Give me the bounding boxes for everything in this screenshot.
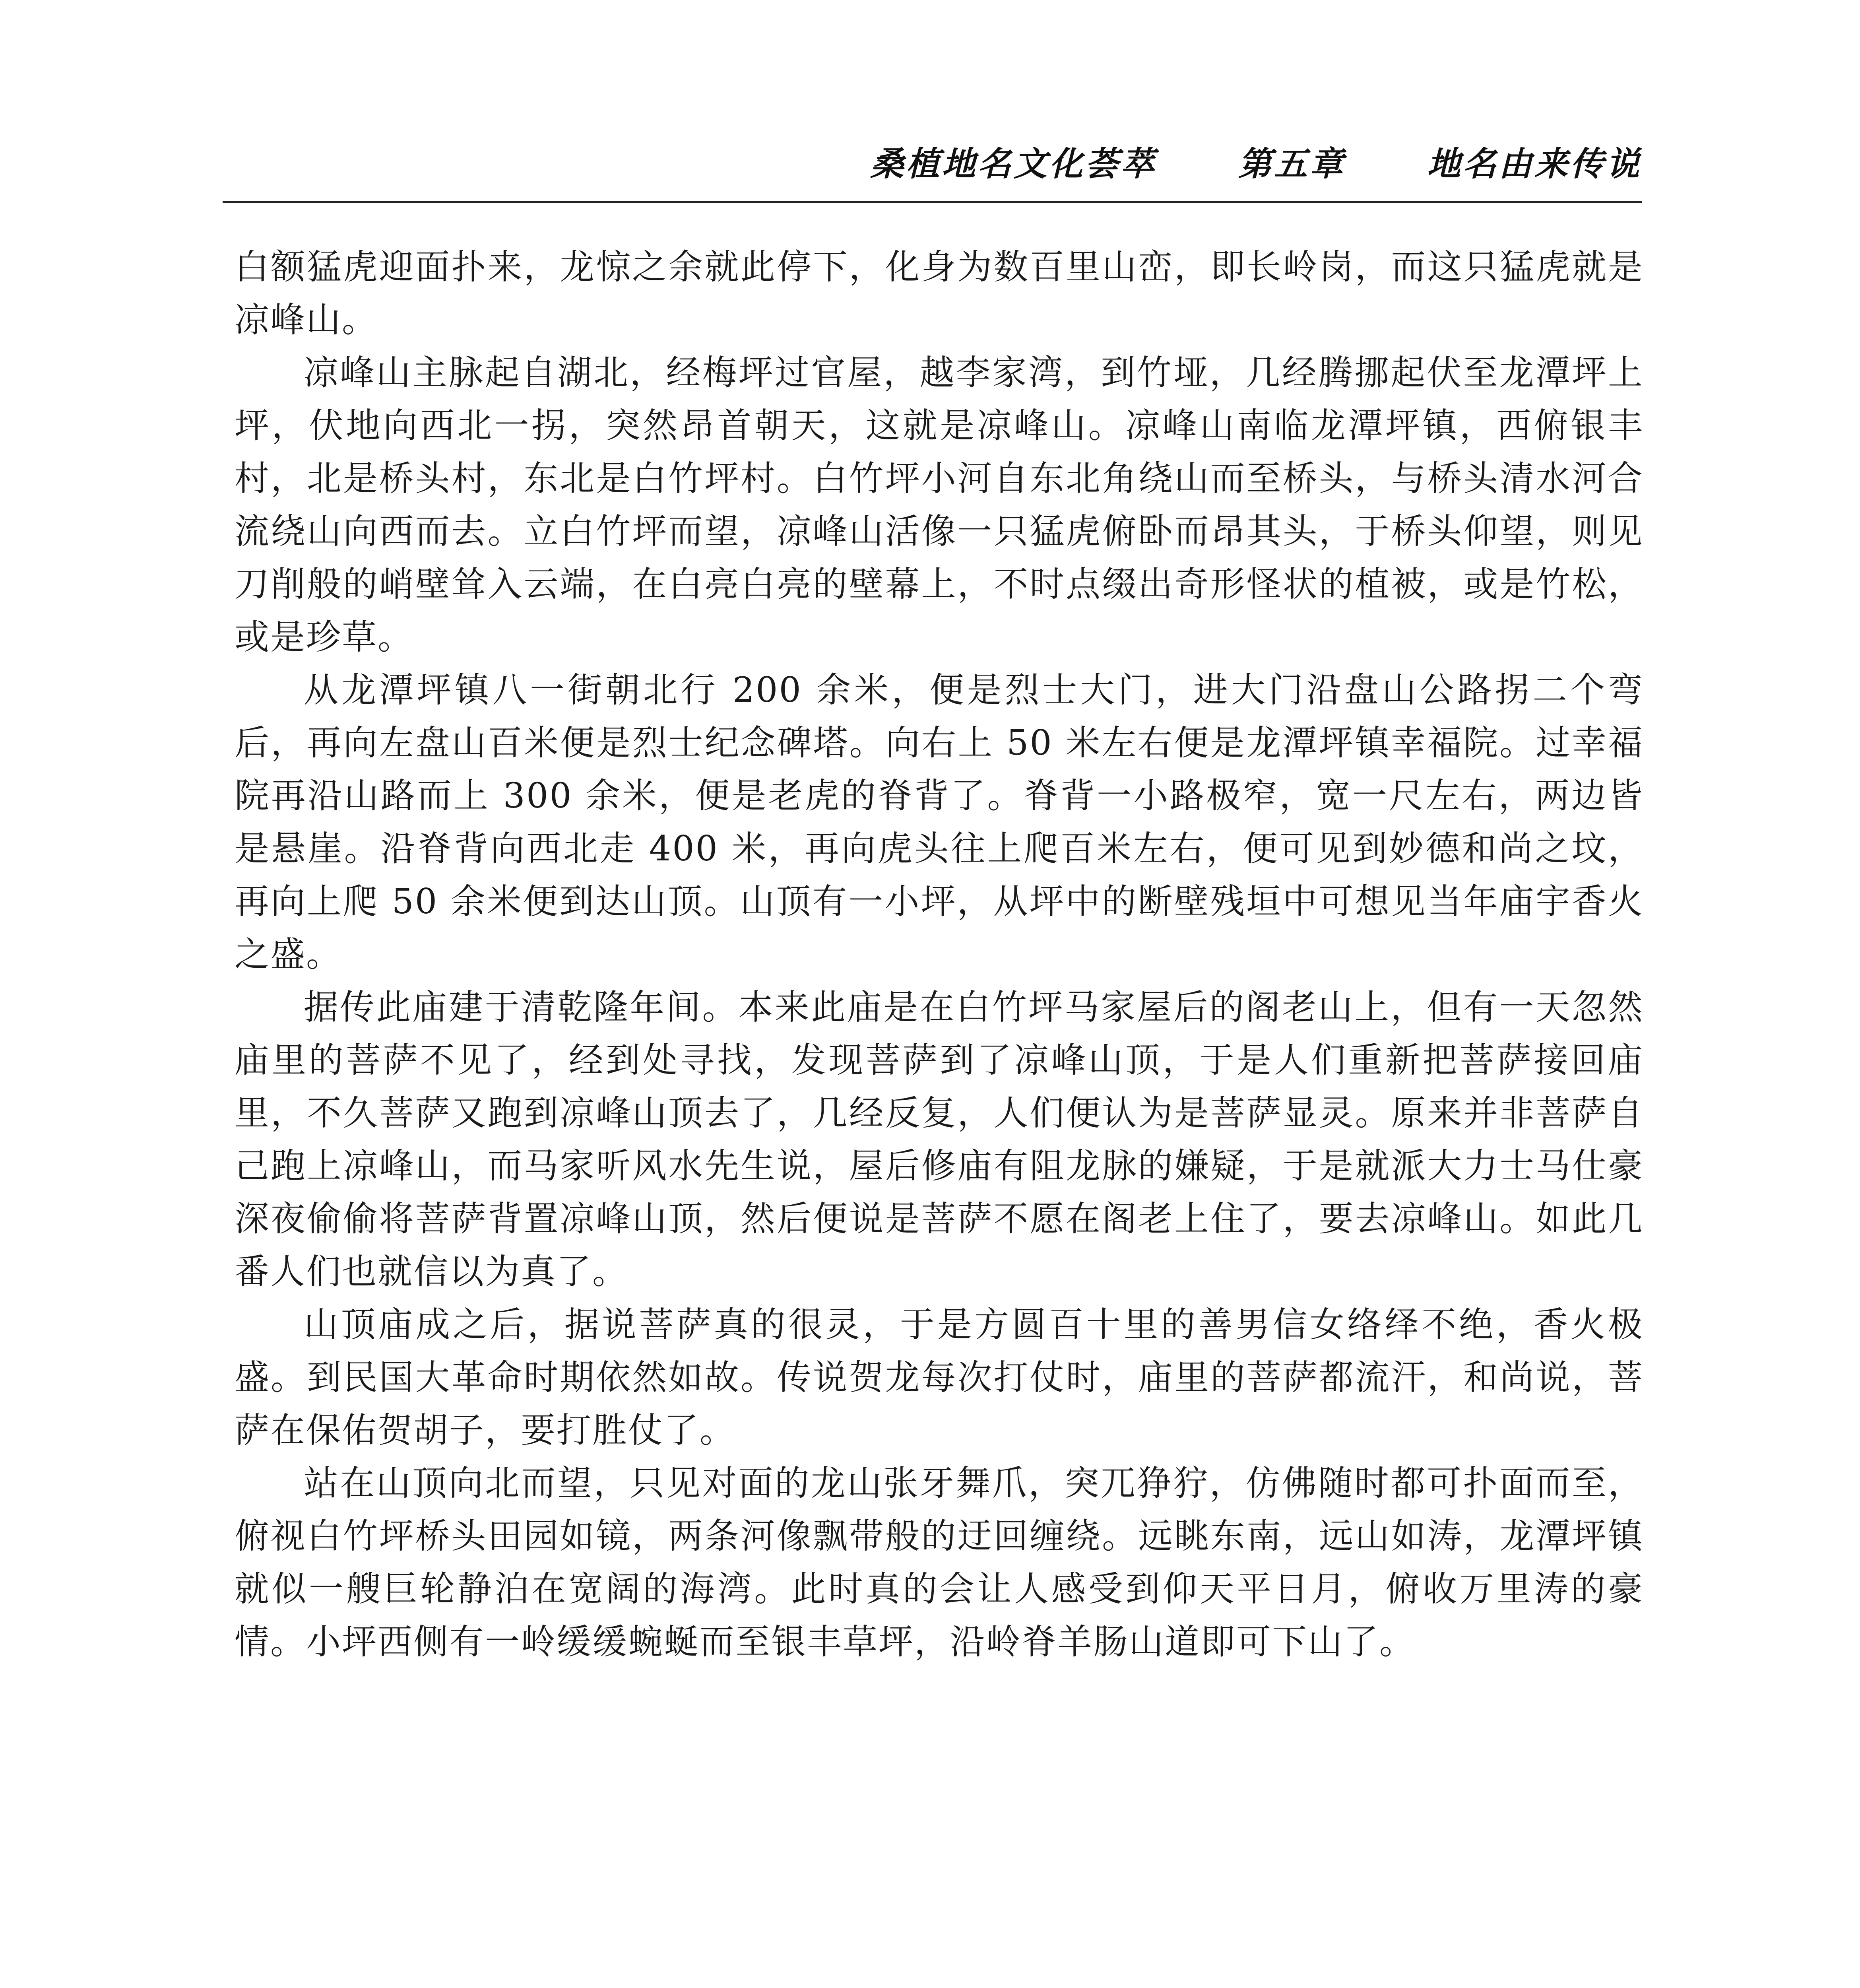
paragraph: 凉峰山主脉起自湖北，经梅坪过官屋，越李家湾，到竹垭，几经腾挪起伏至龙潭坪上坪，伏地向西北一拐，突然昂首朝天，这就是凉峰山。凉峰山南临龙潭坪镇，西俯银丰村，北是桥头村，东北是白竹坪村。白竹坪小河自东北角绕山而至桥头，与桥头清水河合流绕山向西而去。立白竹坪而望，凉峰山活像一只猛虎俯卧而昂其头，于桥头仰望，则见刀削般的峭壁耸入云端，在白亮白亮的壁幕上，不时点缀出奇形怪状的植被，或是竹松，或是珍草。 [235, 352, 1644, 657]
header-divider [223, 201, 1642, 203]
body-text [235, 241, 1644, 1668]
section-title: 地名由来传说 [1427, 144, 1642, 183]
paragraph: 从龙潭坪镇八一街朝北行 200 余米，便是烈士大门，进大门沿盘山公路拐二个弯后，再向左盘山百米便是烈士纪念碑塔。向右上 50 米左右便是龙潭坪镇幸福院。过幸福院再沿山路而上 300 余米，便是老虎的脊背了。脊背一小路极窄，宽一尺左右，两边皆是悬崖。沿脊背向西北走 400 米，再向虎头往上爬百米左右，便可见到妙德和尚之坟，再向上爬 50 余米便到达山顶。山顶有一小坪，从坪中的断壁残垣中可想见当年庙宇香火之盛。 [235, 670, 1644, 975]
running-head [223, 137, 1642, 197]
paragraph: 据传此庙建于清乾隆年间。本来此庙是在白竹坪马家屋后的阁老山上，但有一天忽然庙里的菩萨不见了，经到处寻找，发现菩萨到了凉峰山顶，于是人们重新把菩萨接回庙里，不久菩萨又跑到凉峰山顶去了，几经反复，人们便认为是菩萨显灵。原来并非菩萨自己跑上凉峰山，而马家听风水先生说，屋后修庙有阻龙脉的嫌疑，于是就派大力士马仕豪深夜偷偷将菩萨背置凉峰山顶，然后便说是菩萨不愿在阁老上住了，要去凉峰山。如此几番人们也就信以为真了。 [235, 987, 1644, 1292]
paragraph: 站在山顶向北而望，只见对面的龙山张牙舞爪，突兀狰狞，仿佛随时都可扑面而至，俯视白竹坪桥头田园如镜，两条河像飘带般的迂回缠绕。远眺东南，远山如涛，龙潭坪镇就似一艘巨轮静泊在宽阔的海湾。此时真的会让人感受到仰天平日月，俯收万里涛的豪情。小坪西侧有一岭缓缓蜿蜒而至银丰草坪，沿岭脊羊肠山道即可下山了。 [235, 1463, 1644, 1662]
paragraph: 山顶庙成之后，据说菩萨真的很灵，于是方圆百十里的善男信女络绎不绝，香火极盛。到民国大革命时期依然如故。传说贺龙每次打仗时，庙里的菩萨都流汗，和尚说，菩萨在保佑贺胡子，要打胜仗了。 [235, 1304, 1644, 1450]
paragraph: 白额猛虎迎面扑来，龙惊之余就此停下，化身为数百里山峦，即长岭岗，而这只猛虎就是凉峰山。 [235, 247, 1644, 340]
book-title: 桑植地名文化荟萃 [870, 144, 1157, 183]
chapter-label: 第五章 [1238, 144, 1346, 183]
